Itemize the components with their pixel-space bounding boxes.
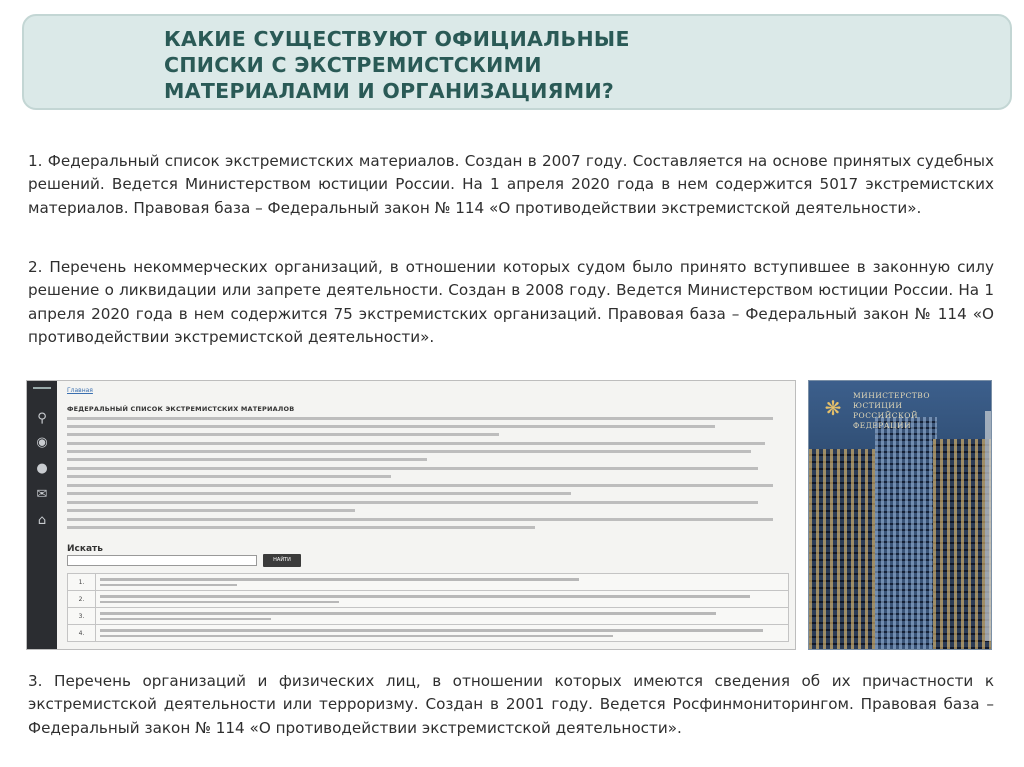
- building-left: [809, 449, 879, 649]
- row-number: 1.: [68, 574, 96, 591]
- title-banner: [22, 14, 1012, 110]
- row-number: 2.: [68, 591, 96, 608]
- table-row: [68, 574, 789, 591]
- table-row: [68, 591, 789, 608]
- menu-icon: [33, 387, 51, 389]
- paragraph-federal-list: 1. Федеральный список экстремистских материалов. Создан в 2007 году. Составляется на основе принятых судебных решений. Ведется Министерством юстиции России. На 1 апреля 2020 года в нем содержится 5017 экстремистских материалов. Правовая база – Федеральный закон № 114 «О противодействии экстремистской деятельности».: [28, 152, 994, 217]
- website-body-text: [67, 417, 787, 534]
- table-row: [68, 608, 789, 625]
- title-line-3: МАТЕРИАЛАМИ И ОРГАНИЗАЦИЯМИ?: [164, 79, 615, 103]
- page-title: [164, 26, 964, 104]
- ministry-building-photo: [808, 380, 992, 650]
- paragraph-rosfin-list: 3. Перечень организаций и физических лиц, в отношении которых имеются сведения об их причастности к экстремистской деятельности или терроризму. Создан в 2001 году. Ведется Росфинмониторингом. Правовая база – Федеральный закон № 114 «О противодействии экстремистской деятельности».: [28, 672, 994, 737]
- eye-icon: ◉: [36, 435, 48, 450]
- materials-table: [67, 573, 789, 642]
- table-row: [68, 625, 789, 642]
- website-heading: ФЕДЕРАЛЬНЫЙ СПИСОК ЭКСТРЕМИСТСКИХ МАТЕРИАЛОВ: [67, 405, 295, 413]
- eagle-emblem-icon: ❋: [824, 396, 842, 420]
- title-line-1: КАКИЕ СУЩЕСТВУЮТ ОФИЦИАЛЬНЫЕ: [164, 27, 630, 51]
- home-icon: ⌂: [37, 513, 47, 528]
- row-number: 3.: [68, 608, 96, 625]
- scrollbar[interactable]: [985, 411, 991, 641]
- location-icon: ●: [36, 461, 48, 476]
- search-button[interactable]: НАЙТИ: [263, 554, 301, 567]
- search-input[interactable]: [67, 555, 257, 566]
- breadcrumb: Главная: [67, 387, 93, 394]
- search-label: Искать: [67, 544, 103, 554]
- website-screenshot: [26, 380, 796, 650]
- website-sidebar: [27, 381, 57, 649]
- building-center: [875, 417, 937, 649]
- paragraph-nko-list: 2. Перечень некоммерческих организаций, в отношении которых судом было принято вступившее в законную силу решение о ликвидации или запрете деятельности. Создан в 2008 году. Ведется Министерством юстиции России. На 1 апреля 2020 года в нем содержится 75 экстремистских организаций. Правовая база – Федеральный закон № 114 «О противодействии экстремистской деятельности».: [28, 258, 994, 347]
- mail-icon: ✉: [36, 487, 48, 502]
- ministry-sign: МИНИСТЕРСТВО ЮСТИЦИИ РОССИЙСКОЙ ФЕДЕРАЦИИ: [853, 391, 930, 430]
- search-icon: ⚲: [37, 411, 47, 426]
- building-right: [933, 439, 992, 649]
- title-line-2: СПИСКИ С ЭКСТРЕМИСТСКИМИ: [164, 53, 542, 77]
- row-number: 4.: [68, 625, 96, 642]
